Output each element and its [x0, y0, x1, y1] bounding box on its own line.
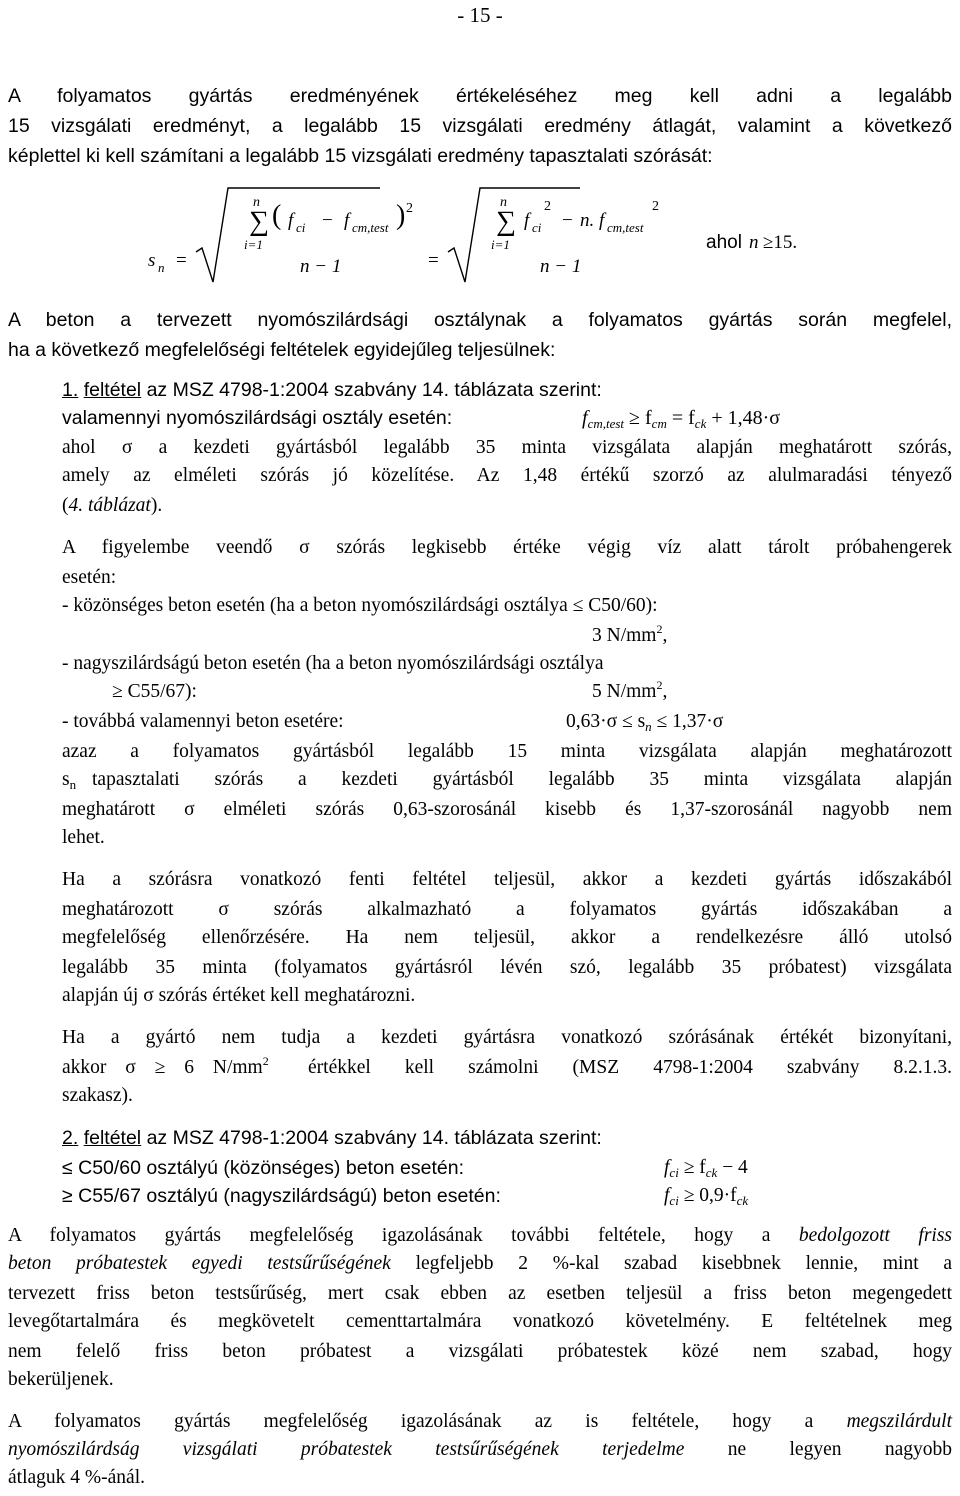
fresh-line-3: tervezett friss beton testsűrűség, mert csak ebben az esetben teljesül a friss beton megengedett	[8, 1283, 952, 1304]
fresh-line-4: levegőtartalmára és megkövetelt cementtartalmára vonatkozó követelmény. E feltételnek meg	[8, 1311, 952, 1332]
sigma-item-2-tail: ,	[662, 681, 668, 702]
condition-n: n	[749, 232, 759, 253]
f-3: f	[524, 210, 530, 231]
sub-ci-2: ci	[532, 220, 542, 235]
formula-lhs-sub: n	[158, 260, 165, 275]
last-l1b: megszilárdult	[846, 1411, 953, 1432]
sq-2: 2	[544, 199, 551, 214]
cond2-r2-sub2: ck	[736, 1193, 749, 1208]
cond2-r1-mid: ≥ f	[683, 1157, 706, 1178]
sigma-after-2-sn	[62, 768, 76, 797]
cond2-number: 2.	[62, 1127, 79, 1149]
sigma-item-2-val: 5 N/mm	[592, 681, 657, 702]
last-l2a: nyomószilárdság vizsgálati próbatestek testsűrűségének terjedelme	[8, 1439, 685, 1460]
intro-line-2: 15 vizsgálati eredményt, a legalább 15 vizsgálati eredmény átlagát, valamint a következő	[8, 115, 952, 137]
cond2-r2-f: f	[664, 1185, 670, 1206]
sq-3: 2	[652, 199, 659, 214]
ha1-line-4: legalább 35 minta (folyamatos gyártásról lévén szó, legalább 35 próbatest) vizsgálata	[62, 957, 952, 978]
sn-sub: n	[69, 777, 77, 792]
cond1-line2-text: valamennyi nyomószilárdsági osztály esetén:	[62, 407, 453, 429]
ha2-line-3: szakasz).	[62, 1085, 133, 1106]
cond2-row-1: ≤ C50/60 osztályú (közönséges) beton esetén:	[62, 1157, 465, 1179]
cond2-r1-f: f	[664, 1157, 670, 1178]
cond1-f1: f	[582, 407, 588, 429]
fresh-l1a: A folyamatos gyártás megfelelőség igazolásának további feltétele, hogy a	[8, 1225, 771, 1246]
sigma-item-2-sup: 2	[656, 678, 663, 692]
last-line-1	[8, 1410, 952, 1434]
sigma-after-3: meghatárott σ elméleti szórás 0,63-szorosánál kisebb és 1,37-szorosánál nagyobb nem	[62, 799, 952, 820]
cond1-expl-1: ahol σ a kezdeti gyártásból legalább 35 minta vizsgálata alapján meghatárott szórás,	[62, 437, 952, 458]
cond1-rest: az MSZ 4798-1:2004 szabvány 14. táblázata szerint:	[146, 379, 602, 401]
sigma-item-3-sub: n	[645, 719, 652, 734]
condition-rest: ≥15.	[763, 232, 798, 253]
cond1-number: 1.	[62, 379, 79, 401]
condition-word: ahol	[706, 232, 742, 253]
sigma-item-2: - nagyszilárdságú beton esetén (ha a beton nyomószilárdsági osztálya	[62, 653, 604, 674]
cond2-r1-sub2: ck	[705, 1165, 718, 1180]
sum1-sigma: ∑	[249, 206, 269, 237]
sigma-item-3-tail: ≤ 1,37·σ	[651, 711, 724, 732]
cond1-table-ref-open: (	[62, 495, 69, 516]
sub-cmtest-2: cm,test	[607, 220, 644, 235]
cond1-sub2: cm	[651, 416, 667, 431]
ha2-line-2a	[62, 1056, 269, 1080]
radical-1	[196, 188, 380, 282]
sigma-after-2: tapasztalati szórás a kezdeti gyártásból legalább 35 minta vizsgálata alapján	[92, 769, 952, 790]
cond1-sub3: ck	[694, 416, 707, 431]
paren-close: )	[396, 200, 406, 231]
formula-eq-1: =	[176, 250, 187, 271]
cond2-row-2-formula	[664, 1184, 748, 1213]
cond1-mid2: = f	[671, 407, 695, 429]
cond1-end: + 1,48·σ	[711, 407, 781, 429]
fresh-line-6: bekerüljenek.	[8, 1369, 114, 1390]
sum2-top: n	[500, 195, 507, 210]
f-4: f	[599, 210, 605, 231]
sigma-item-3: - továbbá valamennyi beton esetére:	[62, 711, 344, 732]
cond1-mid: ≥ f	[629, 407, 652, 429]
paren-open: (	[272, 200, 282, 231]
fresh-l2b: legfeljebb 2 %-kal szabad kisebbnek lennie, mint a	[415, 1253, 952, 1274]
sum2-sigma: ∑	[496, 206, 516, 237]
sum1-bottom: i=1	[244, 237, 263, 252]
sq-1: 2	[406, 201, 413, 216]
sigma-after-1: azaz a folyamatos gyártásból legalább 15 minta vizsgálata alapján meghatározott	[62, 741, 952, 762]
minus-1: −	[322, 210, 333, 231]
ha2-line-2b: értékkel kell számolni (MSZ 4798-1:2004 szabvány 8.2.1.3.	[308, 1057, 952, 1078]
fresh-l2a: beton próbatestek egyedi testsűrűségének	[8, 1253, 391, 1274]
formula-lhs: s	[148, 250, 156, 271]
sigma-item-1-value	[592, 624, 667, 648]
f-1: f	[288, 210, 294, 231]
sub-cmtest-1: cm,test	[352, 220, 389, 235]
cond1-heading	[62, 378, 960, 402]
intro-line-1: A folyamatos gyártás eredményének értékeléséhez meg kell adni a legalább	[8, 85, 952, 107]
std-deviation-formula	[0, 180, 960, 290]
ha1-line-3: megfelelőség ellenőrzésére. Ha nem teljesül, akkor a rendelkezésre álló utolsó	[62, 927, 952, 948]
cond2-r1-sub1: ci	[669, 1165, 679, 1180]
para2-line-1: A beton a tervezett nyomószilárdsági osztálynak a folyamatos gyártás során megfelel,	[8, 309, 952, 331]
minus-2: −	[562, 210, 573, 231]
sigma-item-3-val: 0,63·σ ≤ s	[566, 711, 646, 732]
sub-ci-1: ci	[296, 220, 306, 235]
last-l1a: A folyamatos gyártás megfelelőség igazolásának az is feltétele, hogy a	[8, 1411, 814, 1432]
sigma-after-4: lehet.	[62, 827, 105, 848]
fresh-line-1	[8, 1224, 952, 1248]
formula-eq-2: =	[428, 250, 439, 271]
ha1-line-2: meghatározott σ szórás alkalmazható a folyamatos gyártás időszakában a	[62, 899, 952, 920]
intro-line-3: képlettel ki kell számítani a legalább 15 vizsgálati eredmény tapasztalati szórását:	[8, 145, 713, 167]
ha2-sup: 2	[262, 1054, 269, 1068]
sigma-item-3-value	[566, 710, 723, 739]
cond2-row-2: ≥ C55/67 osztályú (nagyszilárdságú) beton esetén:	[62, 1185, 501, 1207]
last-line-3: átlaguk 4 %-ánál.	[8, 1467, 145, 1488]
cond1-formula	[582, 406, 780, 436]
sum1-top: n	[253, 195, 260, 210]
fresh-l1b: bedolgozott friss	[798, 1225, 953, 1246]
cond1-table-ref-close: ).	[150, 495, 163, 516]
cond1-expl-2: amely az elméleti szórás jó közelítése. Az 1,48 értékű szorzó az alulmaradási tényező	[62, 465, 952, 486]
sum2-bottom: i=1	[491, 237, 510, 252]
cond2-row-1-formula	[664, 1156, 748, 1185]
denominator-1: n − 1	[300, 256, 342, 277]
f-2: f	[344, 210, 350, 231]
cond2-label: feltétel	[83, 1127, 142, 1149]
sigma-item-1-val: 3 N/mm	[592, 625, 657, 646]
ha2-line-1: Ha a gyártó nem tudja a kezdeti gyártásra vonatkozó szórásának értékét bizonyítani,	[62, 1027, 952, 1048]
cond2-r2-mid: ≥ 0,9·f	[683, 1185, 737, 1206]
ha2-sigma: akkor σ ≥ 6 N/mm	[62, 1057, 263, 1078]
sigma-item-2-value	[592, 680, 667, 704]
cond1-label: feltétel	[83, 379, 142, 401]
last-line-2	[8, 1438, 952, 1462]
sigma-line-2: esetén:	[62, 567, 117, 588]
fresh-line-5: nem felelő friss beton próbatest a vizsgálati próbatestek közé nem szabad, hogy	[8, 1341, 952, 1362]
cond1-line2	[62, 406, 960, 430]
sigma-item-1-tail: ,	[662, 625, 668, 646]
cond2-r2-sub1: ci	[669, 1193, 679, 1208]
ha1-line-5: alapján új σ szórás értéket kell meghatározni.	[62, 985, 416, 1006]
para2-line-2: ha a következő megfelelőségi feltételek egyidejűleg teljesülnek:	[8, 339, 556, 361]
n-dot: n.	[580, 210, 595, 231]
page-number: - 15 -	[457, 3, 503, 27]
cond1-table-ref	[62, 494, 960, 518]
cond1-sub1: cm,test	[587, 416, 625, 431]
cond2-rest: az MSZ 4798-1:2004 szabvány 14. táblázata szerint:	[146, 1127, 602, 1149]
formula-svg	[0, 180, 960, 290]
cond2-r1-end: − 4	[717, 1157, 748, 1178]
sigma-item-2-cont: ≥ C55/67):	[112, 681, 197, 702]
ha1-line-1: Ha a szórásra vonatkozó fenti feltétel teljesül, akkor a kezdeti gyártás időszakából	[62, 869, 952, 890]
cond1-table-ref-text: 4. táblázat	[68, 495, 151, 516]
sigma-item-1: - közönséges beton esetén (ha a beton nyomószilárdsági osztálya ≤ C50/60):	[62, 595, 658, 616]
fresh-line-2	[8, 1252, 952, 1276]
cond2-heading	[62, 1126, 960, 1150]
sigma-item-1-sup: 2	[656, 622, 663, 636]
denominator-2: n − 1	[540, 256, 582, 277]
sigma-line-1: A figyelembe veendő σ szórás legkisebb értéke végig víz alatt tárolt próbahengerek	[62, 537, 952, 558]
sn-s: s	[62, 769, 70, 790]
last-l2b: ne legyen nagyobb	[727, 1439, 952, 1460]
